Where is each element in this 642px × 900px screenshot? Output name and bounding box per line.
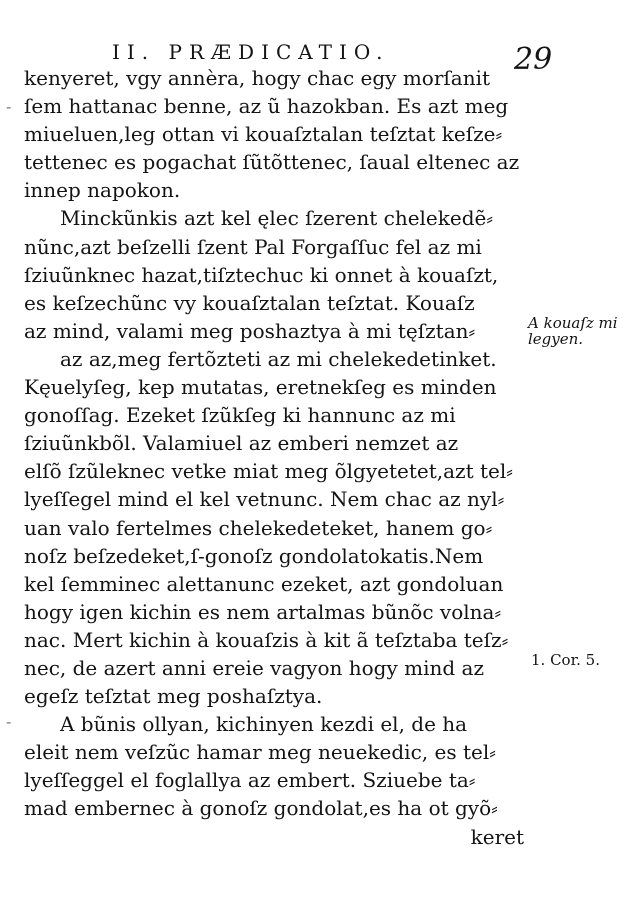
margin-note-line: A kouaſz mi (528, 314, 618, 332)
margin-note-reference: 1. Cor. 5. (531, 651, 600, 669)
text-line: miueluen,leg ottan vi kouaſztalan teſztat keſze⸗ (24, 122, 503, 147)
margin-dash-mark: - (6, 97, 12, 116)
catchword: keret (470, 824, 524, 849)
text-line: gonoſſag. Ezeket ſzũkſeg ki hannunc az mi (24, 403, 456, 428)
text-line: ſziuũnknec hazat,tiſztechuc ki onnet à kouaſzt, (24, 262, 499, 287)
text-line: lyeſſeggel el foglallya az embert. Sziuebe ta⸗ (24, 768, 476, 793)
text-line: tettenec es pogachat ſũtõttenec, ſaual eltenec az (24, 150, 520, 175)
text-line: hogy igen kichin es nem artalmas bũnõc volna⸗ (24, 599, 502, 624)
margin-dash-mark: - (6, 712, 12, 731)
text-line: A bũnis ollyan, kichinyen kezdi el, de ha (60, 712, 468, 737)
text-line: kenyeret, vgy annèra, hogy chac egy morſanit (24, 66, 491, 90)
text-line: Kęuelyſeg, kep mutatas, eretnekſeg es minden (24, 375, 497, 400)
text-line: eleit nem veſzũc hamar meg neuekedic, es tel⸗ (24, 740, 496, 765)
text-line: nec, de azert anni ereie vagyon hogy mind az (24, 655, 484, 680)
page-number: 29 (514, 42, 553, 77)
text-line: elſõ ſzũleknec vetke miat meg õlgyetetet,azt tel⸗ (24, 459, 513, 484)
margin-note (528, 315, 618, 347)
text-line: egeſz teſztat meg poshaſztya. (24, 684, 323, 709)
body-text (24, 64, 524, 851)
text-line: nũnc,azt beſzelli ſzent Pal Forgaſſuc fel az mi (24, 234, 482, 259)
running-head: II. PRÆDICATIO. (112, 40, 390, 64)
text-line: innep napokon. (24, 178, 181, 203)
text-line: nac. Mert kichin à kouaſzis à kit ã teſztaba teſz⸗ (24, 627, 509, 652)
text-line: az az,meg fertõzteti az mi chelekedetinket. (60, 346, 497, 371)
text-line: kel ſemminec alettanunc ezeket, azt gondoluan (24, 571, 504, 596)
text-line: lyeſſegel mind el kel vetnunc. Nem chac az nyl⸗ (24, 487, 505, 512)
text-line: az mind, valami meg poshaztya à mi tęſztan⸗ (24, 318, 476, 343)
text-line: ſziuũnkbõl. Valamiuel az emberi nemzet az (24, 431, 459, 456)
text-line: Minckũnkis azt kel ęlec ſzerent chelekedẽ⸗ (60, 206, 494, 231)
text-line: uan valo fertelmes chelekedeteket, hanem go⸗ (24, 515, 493, 540)
text-line: ſem hattanac benne, az ũ hazokban. Es azt meg (24, 94, 509, 119)
text-line: es keſzechũnc vy kouaſztalan teſztat. Kouaſz (24, 290, 475, 315)
margin-note-line: legyen. (528, 330, 584, 348)
text-line: mad embernec à gonoſz gondolat,es ha ot gyõ⸗ (24, 796, 498, 821)
text-line: noſz beſzedeket,ſ-gonoſz gondolatokatis.Nem (24, 543, 484, 568)
